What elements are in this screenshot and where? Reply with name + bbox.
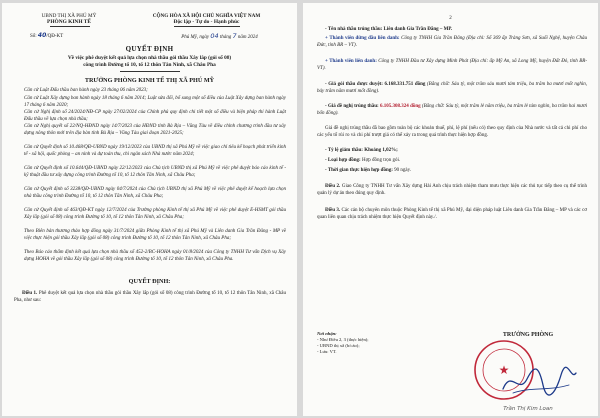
article-3-label: Điều 3. — [325, 208, 341, 213]
article-1-label: Điều 1. — [22, 291, 38, 296]
contract-duration-line — [317, 168, 587, 175]
subject-line-2: công trình Đường tổ 10, tổ 12 thôn Tân Ninh, xã Châu Pha — [83, 61, 216, 68]
contract-type-value: Hợp đồng trọn gói. — [360, 158, 401, 163]
doc-number-prefix: Số: — [30, 34, 37, 39]
basis-item: Căn cứ Nghị quyết số 22/NQ-HĐND ngày 14/7/2023 của HĐND tỉnh Bà Rịa – Vũng Tàu về điều chỉnh chương trình đầu tư xây dựng nông thôn mới trên địa bàn tỉnh Bà Rịa – Vũng Tàu giai đoạn 2021-2025; — [24, 124, 286, 136]
approved-price-label: - Giá gói thầu được duyệt: — [325, 82, 383, 87]
winning-price-line — [317, 104, 587, 117]
joint-member-label: + Thành viên liên danh: — [325, 59, 377, 64]
lead-member-line — [317, 36, 587, 49]
date-day: 04 — [210, 32, 219, 40]
winning-price-label: - Giá đề nghị trúng thầu: — [325, 104, 379, 109]
motto-underline — [174, 26, 240, 27]
svg-text:★: ★ — [498, 363, 510, 377]
contract-duration-value: 90 ngày. — [392, 168, 412, 173]
agency-underline — [50, 26, 90, 27]
date-month: 7 — [232, 32, 237, 40]
doc-number-suffix: /QĐ-KT — [46, 34, 64, 39]
place-prefix: Phú Mỹ, ngày — [181, 35, 210, 40]
price-inclusion-note — [317, 126, 587, 139]
agency-header — [14, 13, 124, 26]
article-2-label: Điều 2. — [325, 184, 341, 189]
basis-item: Căn cứ Nghị định số 24/2024/NĐ-CP ngày 27/02/2024 của Chính phủ quy định chi tiết một số điều và biện pháp thi hành Luật Đấu thầu về lựa chọn nhà thầu; — [24, 110, 286, 122]
article-1 — [14, 291, 286, 304]
price-inclusion-text: Giá đề nghị trúng thầu đã bao gồm toàn bộ các khoản thuế, phí, lệ phí (nếu có) theo quy định của Nhà nước và tất cả chi phí cho các yếu tố rủi ro và chi phí trượt giá có thể xảy ra trong quá trình thực hiện hợp đồng. — [317, 126, 587, 138]
discount-rate-line — [317, 148, 587, 155]
decides-heading: QUYẾT ĐỊNH: — [128, 278, 171, 285]
recipients-block — [317, 331, 437, 355]
contract-type-line — [317, 158, 587, 165]
recipients-title: Nơi nhận: — [317, 331, 337, 336]
date-month-label: tháng — [219, 35, 232, 40]
winning-bidder-label: - Tên nhà thầu trúng thầu: — [325, 27, 383, 32]
approved-price-value: 6.168.331.751 đồng — [382, 82, 426, 87]
contract-duration-label: - Thời gian thực hiện hợp đồng: — [325, 168, 393, 173]
agency-name: PHÒNG KINH TẾ — [47, 19, 91, 26]
basis-item: Căn cứ Quyết định số 3238/QĐ-UBND ngày 04/7/2024 của Chủ tịch UBND thị xã Phú Mỹ về việc phê duyệt kế hoạch lựa chọn nhà thầu công trình Đường tổ 10, tổ 12 thôn Tân Ninh, xã Châu Pha; — [24, 187, 286, 199]
joint-member-line — [317, 59, 587, 72]
basis-item: Căn cứ Quyết định số 463/QĐ-KT ngày 12/7/2024 của Trưởng phòng Kinh tế thị xã Phú Mỹ về việc phê duyệt E-HSMT gói thầu Xây lắp (gói số 08) công trình Đường tổ 10, tổ 12 thôn Tân Ninh, xã Châu Pha; — [24, 208, 286, 220]
recipient-item: - Như Điều 2, 3 (thực hiện); — [317, 337, 369, 342]
basis-item: Theo Báo cáo thẩm định kết quả lựa chọn nhà thầu số 452-2/BC-HOHA ngày 01/8/2024 của Công ty TNHH Tư vấn Dịch vụ Xây dựng HOHA về gói thầu Xây lắp (gói số 08) công trình Đường tổ 10, tổ 12 thôn Tân Ninh, xã Châu Pha. — [24, 250, 286, 262]
subject-line-1: Về việc phê duyệt kết quả lựa chọn nhà thầu gói thầu Xây lắp (gói số 08) — [67, 55, 232, 61]
national-header — [124, 13, 289, 26]
article-1-text: Phê duyệt kết quả lựa chọn nhà thầu gói thầu Xây lắp (gói số 08) công trình Đường tổ 10, tổ 12 thôn Tân Ninh, xã Châu Pha, như sau: — [14, 291, 287, 303]
winning-price-value: 6.105.308.324 đồng — [378, 104, 421, 109]
subject-underline — [120, 71, 180, 72]
page-number: 2 — [449, 16, 452, 21]
article-3 — [317, 208, 587, 221]
nation-name: CỘNG HÒA XÃ HỘI CHỦ NGHĨA VIỆT NAM — [152, 13, 261, 19]
article-2-text: Giao Công ty TNHH Tư vấn Xây dựng Hải Anh chịu trách nhiệm tham mưu thực hiện các thủ tục tiếp theo cụ thể trình quản lý dự án theo đúng quy định. — [317, 184, 588, 196]
signer-name: Trần Thị Kim Loan — [503, 406, 553, 412]
article-3-text: Các cán bộ chuyên môn thuộc Phòng Kinh tế thị xã Phú Mỹ, đại diện pháp luật Liên danh Gia Trần Đăng – MP và các cơ quan liên quan chịu trách nhiệm thực hiện Quyết định này./. — [317, 208, 587, 220]
document-number — [30, 33, 120, 41]
document-type: QUYẾT ĐỊNH — [125, 45, 174, 53]
recipient-item: - Lưu: VT. — [317, 349, 337, 354]
discount-rate-value: Khoảng 1,02%; — [362, 148, 398, 153]
recipient-item: - UBND thị xã (b/cáo); — [317, 343, 360, 348]
issuing-authority: TRƯỞNG PHÒNG KINH TẾ THỊ XÃ PHÚ MỸ — [84, 77, 215, 84]
article-2 — [317, 184, 587, 197]
basis-item: Căn cứ Luật Đấu thầu ban hành ngày 23 tháng 06 năm 2023; — [24, 88, 148, 93]
contract-type-label: - Loại hợp đồng: — [325, 158, 361, 163]
approved-price-line — [317, 82, 587, 95]
document-page-2 — [303, 3, 598, 416]
document-subject — [28, 55, 271, 68]
winning-bidder-value: Liên danh Gia Trần Đăng – MP. — [382, 27, 453, 32]
basis-item: Căn cứ Quyết định số 10.644/QĐ-UBND ngày 22/12/2023 của Chủ tịch UBND thị xã Phú Mỹ về việc phê duyệt báo cáo kinh tế - kỹ thuật đầu tư xây dựng công trình Đường tổ 10, tổ 12 thôn Tân Ninh, xã Châu Pha; — [24, 166, 286, 178]
date-year: năm 2024 — [237, 35, 258, 40]
basis-item: Căn cứ Quyết định số 10.468/QĐ-UBND ngày 19/12/2023 của UBND thị xã Phú Mỹ về việc giao chỉ tiêu kế hoạch phát triển kinh tế - xã hội, quốc phòng – an ninh và dự toán thu, chi ngân sách Nhà nước năm 2024; — [24, 145, 286, 157]
handwritten-signature-icon — [499, 361, 579, 401]
joint-member-value: Công ty TNHH Đầu tư Xây dựng Minh Phát (Địa chỉ: ấp Mỹ An, xã Long Mỹ, huyện Đất Đỏ, tỉnh BR-VT). — [317, 59, 587, 71]
doc-number-handwritten: 40 — [37, 32, 47, 39]
winning-bidder-line — [317, 27, 587, 34]
winning-price-words: (Bằng chữ: Sáu tỷ, một trăm lẻ năm triệu, ba trăm lẻ tám nghìn, ba trăm hai mươi bốn đồng). — [317, 104, 588, 116]
place-and-date — [152, 33, 287, 42]
signer-title: TRƯỞNG PHÒNG — [502, 332, 554, 338]
lead-member-value: Công ty TNHH Gia Trần Đăng (Địa chỉ: Số 369 ấp Trảng Sơn, xã Suối Nghệ, huyện Châu Đức, tỉnh BR – VT). — [317, 36, 587, 48]
lead-member-label: + Thành viên đứng đầu liên danh: — [325, 36, 400, 41]
document-page-1 — [2, 3, 297, 416]
nation-motto: Độc lập - Tự do - Hạnh phúc — [173, 19, 240, 26]
discount-rate-label: - Tỷ lệ giảm thầu: — [325, 148, 363, 153]
approved-price-words: (Bằng chữ: Sáu tỷ, một trăm sáu mươi tám triệu, ba trăm ba mươi mốt nghìn, bảy trăm năm mươi mốt đồng). — [317, 82, 588, 94]
basis-item: Theo Biên bản thương thảo hợp đồng ngày 31/7/2024 giữa Phòng Kinh tế thị xã Phú Mỹ và Liên danh Gia Trần Đăng - MP về việc thực hiện gói thầu Xây lắp (gói số 08) công trình Đường tổ 10, tổ 12 thôn Tân Ninh, xã Châu Pha; — [24, 229, 286, 241]
basis-item: Căn cứ Luật Xây dựng ban hành ngày 18 tháng 6 năm 2014; Luật sửa đổi, bổ sung một số điều của Luật Xây dựng ban hành ngày 17 tháng 6 năm 2020; — [24, 96, 286, 108]
agency-parent: UBND THỊ XÃ PHÚ MỸ — [41, 13, 97, 19]
